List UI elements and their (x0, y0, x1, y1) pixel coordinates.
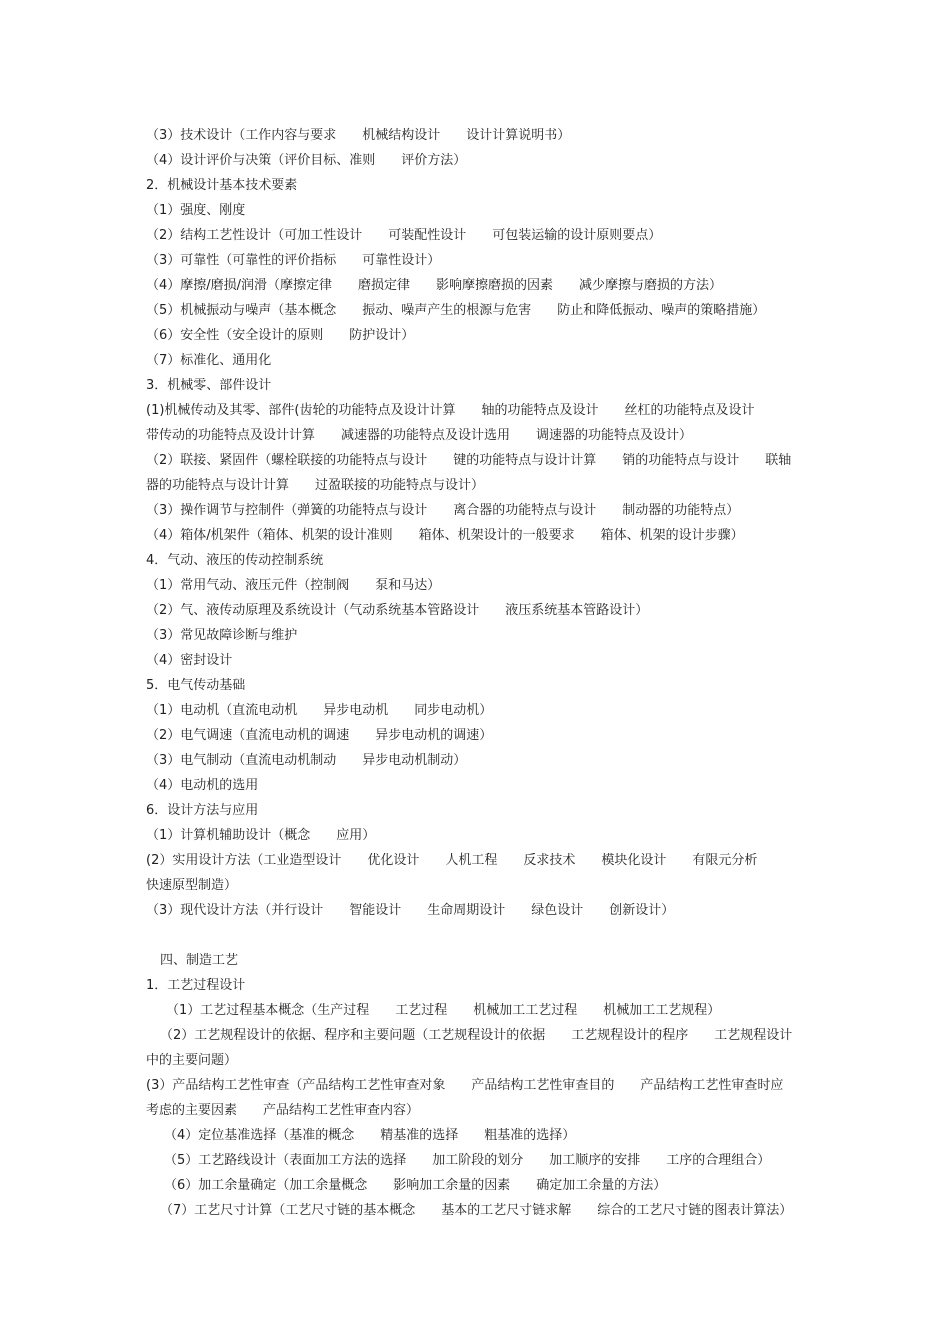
text-line: （7）工艺尺寸计算（工艺尺寸链的基本概念 基本的工艺尺寸链求解 综合的工艺尺寸链的图表计算法） (160, 1203, 793, 1218)
text-line: （7）标准化、通用化 (146, 353, 272, 368)
text-line: （3）电气制动（直流电动机制动 异步电动机制动） (146, 753, 467, 768)
text-line: （3）操作调节与控制件（弹簧的功能特点与设计 离合器的功能特点与设计 制动器的功能特点） (146, 503, 740, 518)
section-heading: 3．机械零、部件设计 (146, 378, 272, 393)
text-line: （3）技术设计（工作内容与要求 机械结构设计 设计计算说明书） (146, 128, 571, 143)
section-heading: 5．电气传动基础 (146, 678, 246, 693)
text-line: 器的功能特点与设计计算 过盈联接的功能特点与设计） (146, 478, 485, 493)
text-line: （6）加工余量确定（加工余量概念 影响加工余量的因素 确定加工余量的方法） (164, 1178, 667, 1193)
text-line: （4）密封设计 (146, 653, 233, 668)
text-line: 快速原型制造） (146, 878, 238, 893)
chapter-heading: 四、制造工艺 (160, 953, 239, 968)
text-line: （3）可靠性（可靠性的评价指标 可靠性设计） (146, 253, 441, 268)
text-line: （4）电动机的选用 (146, 778, 259, 793)
text-line: （2）电气调速（直流电动机的调速 异步电动机的调速） (146, 728, 493, 743)
text-line: （4）摩擦/磨损/润滑（摩擦定律 磨损定律 影响摩擦磨损的因素 减少摩擦与磨损的方法） (146, 278, 723, 293)
text-line: （1）工艺过程基本概念（生产过程 工艺过程 机械加工工艺过程 机械加工工艺规程） (166, 1003, 721, 1018)
text-line: （4）设计评价与决策（评价目标、准则 评价方法） (146, 153, 467, 168)
text-line: （2）气、液传动原理及系统设计（气动系统基本管路设计 液压系统基本管路设计） (146, 603, 649, 618)
text-line: (2）实用设计方法（工业造型设计 优化设计 人机工程 反求技术 模块化设计 有限元分析 (146, 853, 758, 868)
section-heading: 2．机械设计基本技术要素 (146, 178, 298, 193)
text-line: （1）常用气动、液压元件（控制阀 泵和马达） (146, 578, 441, 593)
text-line: （2）结构工艺性设计（可加工性设计 可装配性设计 可包装运输的设计原则要点） (146, 228, 662, 243)
text-line: （1）强度、刚度 (146, 203, 246, 218)
text-line: （1）计算机辅助设计（概念 应用） (146, 828, 376, 843)
text-line: 带传动的功能特点及设计计算 减速器的功能特点及设计选用 调速器的功能特点及设计） (146, 428, 693, 443)
section-heading: 4．气动、液压的传动控制系统 (146, 553, 324, 568)
section-heading: 6．设计方法与应用 (146, 803, 259, 818)
text-line: （5）工艺路线设计（表面加工方法的选择 加工阶段的划分 加工顺序的安排 工序的合理组合） (164, 1153, 771, 1168)
text-line: (3）产品结构工艺性审查（产品结构工艺性审查对象 产品结构工艺性审查目的 产品结构工艺性审查时应 (146, 1078, 784, 1093)
text-line: 考虑的主要因素 产品结构工艺性审查内容） (146, 1103, 420, 1118)
text-line: (1)机械传动及其零、部件(齿轮的功能特点及设计计算 轴的功能特点及设计 丝杠的功能特点及设计 (146, 403, 755, 418)
text-line: （3）现代设计方法（并行设计 智能设计 生命周期设计 绿色设计 创新设计） (146, 903, 675, 918)
text-line: （4）箱体/机架件（箱体、机架的设计准则 箱体、机架设计的一般要求 箱体、机架的设计步骤） (146, 528, 744, 543)
text-line: 中的主要问题） (146, 1053, 238, 1068)
text-line: （4）定位基准选择（基准的概念 精基准的选择 粗基准的选择） (164, 1128, 576, 1143)
section-heading: 1．工艺过程设计 (146, 978, 246, 993)
text-line: （6）安全性（安全设计的原则 防护设计） (146, 328, 415, 343)
text-line: （3）常见故障诊断与维护 (146, 628, 298, 643)
text-line: （2）工艺规程设计的依据、程序和主要问题（工艺规程设计的依据 工艺规程设计的程序 工艺规程设计 (160, 1028, 793, 1043)
text-line: （1）电动机（直流电动机 异步电动机 同步电动机） (146, 703, 493, 718)
text-line: （5）机械振动与噪声（基本概念 振动、噪声产生的根源与危害 防止和降低振动、噪声的策略措施） (146, 303, 766, 318)
text-line: （2）联接、紧固件（螺栓联接的功能特点与设计 键的功能特点与设计计算 销的功能特点与设计 联轴 (146, 453, 792, 468)
